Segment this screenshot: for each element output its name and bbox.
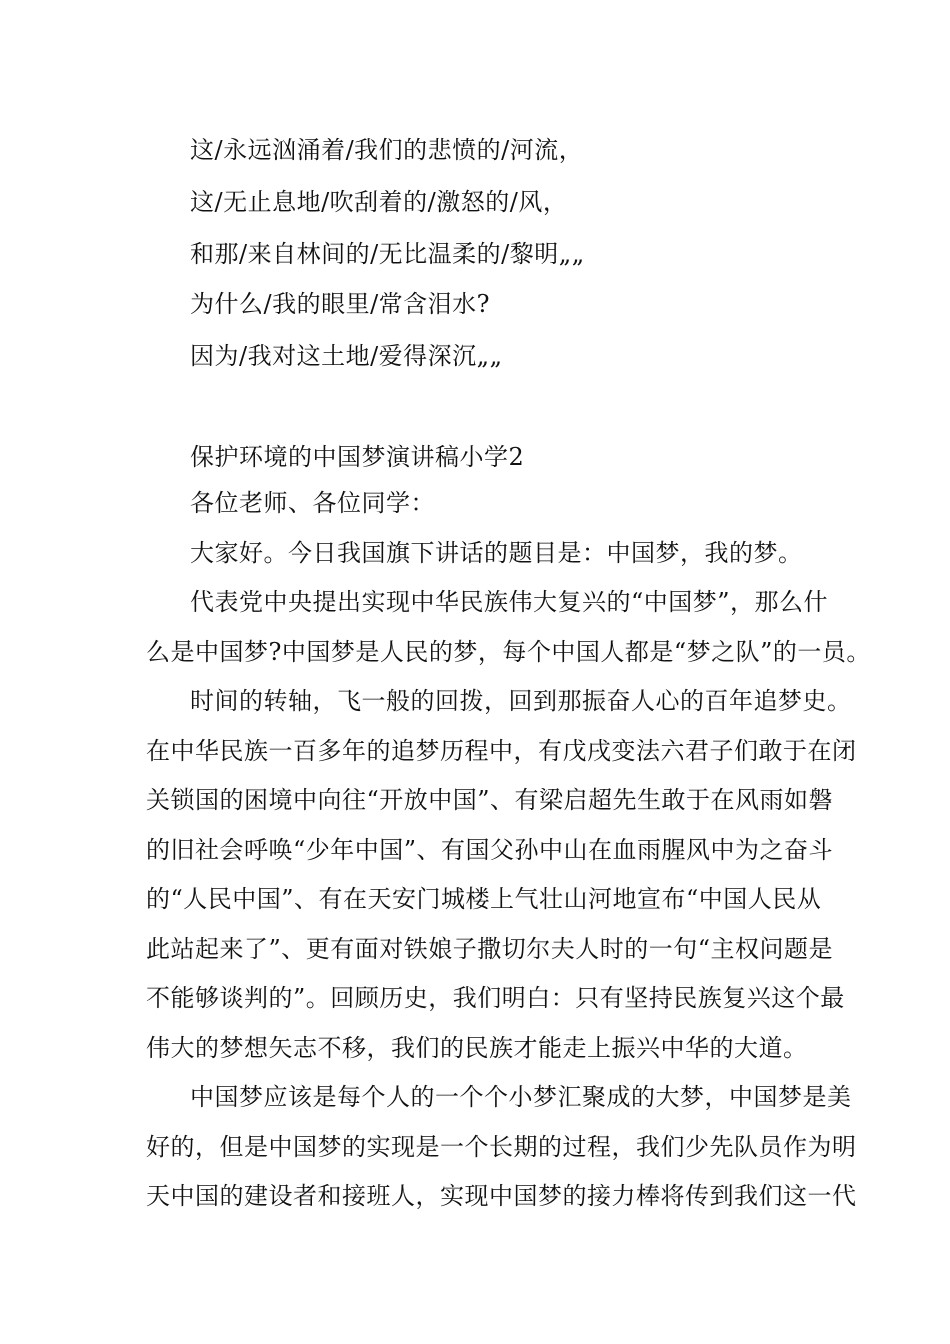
paragraph-line: 的旧社会呼唤“少年中国”、有国父孙中山在血雨腥风中为之奋斗 [146, 836, 834, 864]
paragraph-line: 时间的转轴，飞一般的回拨，回到那振奋人心的百年追梦史。 [190, 687, 852, 715]
paragraph-line: 此站起来了”、更有面对铁娘子撒切尔夫人时的一句“主权问题是 [146, 935, 834, 963]
paragraph-line: 不能够谈判的”。回顾历史，我们明白：只有坚持民族复兴这个最 [146, 984, 845, 1012]
poem-line: 这/无止息地/吹刮着的/激怒的/风， [190, 188, 568, 216]
poem-line: 这/永远汹涌着/我们的悲愤的/河流， [190, 136, 584, 164]
poem-line: 为什么/我的眼里/常含泪水? [190, 290, 491, 318]
paragraph-line: 关锁国的困境中向往“开放中国”、有梁启超先生敢于在风雨如磐 [146, 786, 834, 814]
paragraph-line: 么是中国梦?中国梦是人民的梦，每个中国人都是“梦之队”的一员。 [146, 638, 871, 666]
paragraph-line: 好的，但是中国梦的实现是一个长期的过程，我们少先队员作为明 [146, 1133, 857, 1161]
paragraph-line: 天中国的建设者和接班人，实现中国梦的接力棒将传到我们这一代 [146, 1182, 857, 1210]
paragraph-line: 中国梦应该是每个人的一个个小梦汇聚成的大梦，中国梦是美 [190, 1083, 852, 1111]
salutation: 各位老师、各位同学： [190, 489, 435, 517]
paragraph-line: 代表党中央提出实现中华民族伟大复兴的“中国梦”，那么什 [190, 588, 829, 616]
document-title: 保护环境的中国梦演讲稿小学2 [190, 443, 525, 471]
paragraph-line: 伟大的梦想矢志不移，我们的民族才能走上振兴中华的大道。 [146, 1034, 808, 1062]
poem-line: 和那/来自林间的/无比温柔的/黎明„„ [190, 240, 585, 268]
poem-line: 因为/我对这土地/爱得深沉„„ [190, 342, 503, 370]
greeting: 大家好。今日我国旗下讲话的题目是：中国梦，我的梦。 [190, 539, 803, 567]
paragraph-line: 在中华民族一百多年的追梦历程中，有戊戌变法六君子们敢于在闭 [146, 737, 857, 765]
paragraph-line: 的“人民中国”、有在天安门城楼上气壮山河地宣布“中国人民从 [146, 885, 822, 913]
